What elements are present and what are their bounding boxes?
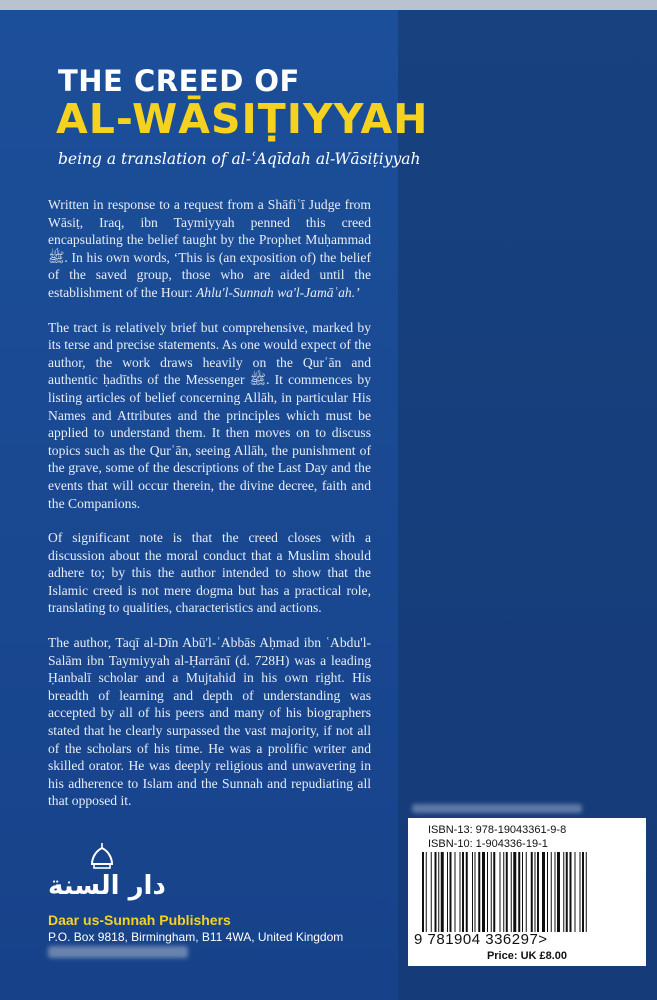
barcode-bar	[582, 852, 584, 932]
barcode-bar	[491, 852, 492, 932]
publisher-address: P.O. Box 9818, Birmingham, B11 4WA, United Kingdom	[48, 930, 344, 944]
barcode-bar	[441, 852, 444, 932]
paragraph-1-italic: Ahlu'l-Sunnah wa'l-Jamāʿah.’	[196, 284, 360, 300]
top-edge	[0, 0, 657, 10]
barcode-digits: 9 781904 336297	[414, 931, 539, 948]
barcode-bar	[586, 852, 587, 932]
barcode-bar	[500, 852, 501, 932]
barcode-bar	[503, 852, 504, 932]
blurred-email	[48, 946, 188, 958]
barcode-bar	[506, 852, 508, 932]
barcode-bar	[431, 852, 432, 932]
barcode-bar	[438, 852, 439, 932]
paragraph-1-text: Written in response to a request from a Shāfiʿī Judge from Wāsiṭ, Iraq, ibn Taymiyyah penned this creed encapsulating the belief taught by the Prophet Muḥammad ﷺ. In his own words, ‘This is (an exposition of) the belief of the saved group, those who are aided until the establishment of the Hour:	[48, 197, 371, 300]
barcode-bar	[435, 852, 437, 932]
barcode-bar	[426, 852, 427, 932]
barcode-arrow: >	[538, 931, 548, 948]
barcode-bar	[580, 852, 581, 932]
title-line-1: THE CREED OF	[58, 64, 300, 98]
barcode-bar	[460, 852, 461, 932]
barcode-bar	[478, 852, 480, 932]
barcode-bar	[526, 852, 527, 932]
barcode-bar	[563, 852, 564, 932]
paragraph-4: The author, Taqī al-Dīn Abū'l-ʿAbbās Aḥmad ibn ʿAbdu'l-Salām ibn Taymiyyah al-Ḥarrānī (d. 728H) was a leading Ḥanbalī scholar and a Mujtahid in his own right. His breadth of learning and depth of understanding was accepted by all of his peers and many of his biographers stated that he clearly surpassed the vast majority, if not all of the scholars of his time. He was a prolific writer and skilled orator. He was deeply religious and unwavering in his adherence to Islam and the Sunnah and repudiating all that opposed it.	[48, 635, 371, 809]
barcode-bar	[535, 852, 536, 932]
publisher-logo	[44, 842, 166, 902]
paragraph-3: Of significant note is that the creed closes with a discussion about the moral conduct that a Muslim should adhere to; by this the author intended to show that the Islamic creed is not mere dogma but has a practical role, translating to qualities, characteristics and actions.	[48, 530, 371, 616]
barcode-number	[414, 931, 646, 948]
blurred-website	[412, 804, 582, 813]
barcode-bar	[566, 852, 568, 932]
barcode-bar	[537, 852, 539, 932]
blurb	[48, 196, 371, 827]
barcode-bar	[455, 852, 456, 932]
barcode-bar	[531, 852, 533, 932]
barcode-bar	[518, 852, 520, 932]
barcode-bar	[472, 852, 473, 932]
barcode-bar	[450, 852, 452, 932]
barcode-bar	[462, 852, 464, 932]
barcode-bar	[547, 852, 548, 932]
barcode-bar	[487, 852, 488, 932]
paragraph-2: The tract is relatively brief but comprehensive, marked by its terse and precise statements. As one would expect of the author, the work draws heavily on the Qurʾān and authentic ḥadīths of the Messenger ﷺ. It commences by listing articles of belief concerning Allāh, in particular His Names and Attributes and the principles which must be applied to understand them. It then moves on to discuss topics such as the Qurʾān, seeing Allāh, the punishment of the grave, some of the descriptions of the Last Day and the events that will occur therein, the divine decree, faith and the Companions.	[48, 319, 371, 511]
barcode-bar	[466, 852, 468, 932]
barcode-bars	[422, 852, 636, 932]
barcode-bar	[475, 852, 476, 932]
barcode-bar	[482, 852, 485, 932]
barcode-bar	[493, 852, 495, 932]
barcode-bar	[513, 852, 516, 932]
subtitle: being a translation of al-ʿAqīdah al-Wāsiṭiyyah	[58, 150, 421, 168]
svg-text:دار السنة: دار السنة	[48, 871, 166, 901]
barcode-bar	[575, 852, 576, 932]
isbn-10: ISBN-10: 1-904336-19-1	[428, 838, 548, 850]
barcode-bar	[511, 852, 512, 932]
barcode-bar	[542, 852, 545, 932]
barcode-bar	[555, 852, 556, 932]
barcode-bar	[422, 852, 424, 932]
isbn-13: ISBN-13: 978-19043361-9-8	[428, 824, 567, 836]
title-line-2: AL-WĀSIṬIYYAH	[56, 95, 429, 143]
price: Price: UK £8.00	[486, 950, 568, 962]
barcode-bar	[522, 852, 523, 932]
barcode-bar	[551, 852, 552, 932]
barcode-bar	[570, 852, 572, 932]
barcode-bar	[557, 852, 560, 932]
publisher-name: Daar us-Sunnah Publishers	[48, 912, 231, 928]
barcode-bar	[447, 852, 448, 932]
paragraph-1	[48, 196, 371, 302]
